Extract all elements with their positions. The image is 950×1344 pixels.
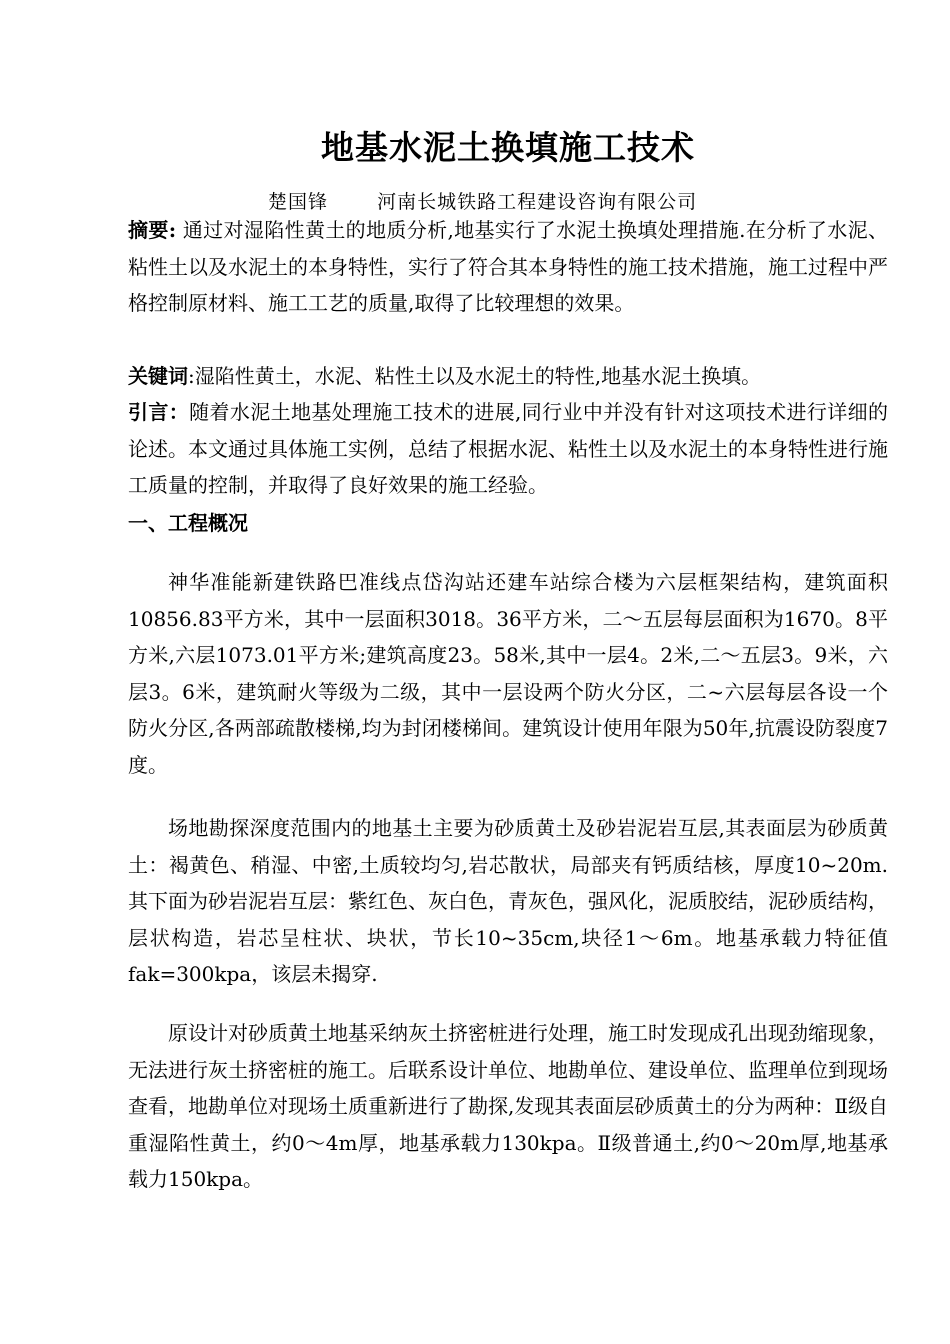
section-heading: 一、工程概况 <box>128 511 248 535</box>
author-name: 楚国锋 <box>268 191 329 213</box>
body-paragraph: 原设计对砂质黄土地基采纳灰土挤密桩进行处理，施工时发现成孔出现劲缩现象，无法进行灰土挤密桩的施工。后联系设计单位、地勘单位、建设单位、监理单位到现场查看，地勘单位对现场土质重新进行了勘探,发现其表面层砂质黄土的分为两种：Ⅱ级自重湿陷性黄土，约0～4m厚，地基承载力130kpa。Ⅱ级普通土,约0～20m厚,地基承载力150kpa。 <box>128 1021 888 1191</box>
author-affiliation: 河南长城铁路工程建设咨询有限公司 <box>377 191 698 213</box>
keywords-paragraph <box>128 358 888 395</box>
intro-paragraph <box>128 394 888 504</box>
body-paragraph: 场地勘探深度范围内的地基土主要为砂质黄土及砂岩泥岩互层,其表面层为砂质黄土：褐黄色、稍湿、中密,土质较均匀,岩芯散状，局部夹有钙质结核，厚度10~20m.其下面为砂岩泥岩互层：紫红色、灰白色，青灰色，强风化，泥质胶结，泥砂质结构，层状构造，岩芯呈柱状、块状，节长10~35cm,块径1～6m。地基承载力特征值fak=300kpa，该层未揭穿. <box>128 816 888 986</box>
body-paragraph: 神华准能新建铁路巴准线点岱沟站还建车站综合楼为六层框架结构，建筑面积10856.83平方米，其中一层面积3018。36平方米，二～五层每层面积为1670。8平方米,六层1073.01平方米;建筑高度23。58米,其中一层4。2米,二～五层3。9米，六层3。6米，建筑耐火等级为二级，其中一层设两个防火分区，二~六层每层各设一个防火分区,各两部疏散楼梯,均为封闭楼梯间。建筑设计使用年限为50年,抗震设防裂度7度。 <box>128 570 888 777</box>
abstract-text: 通过对湿陷性黄土的地质分析,地基实行了水泥土换填处理措施.在分析了水泥、粘性土以及水泥土的本身特性，实行了符合其本身特性的施工技术措施，施工过程中严格控制原材料、施工工艺的质量,取得了比较理想的效果。 <box>128 218 889 315</box>
abstract-paragraph <box>128 212 888 322</box>
intro-label: 引言： <box>128 400 190 424</box>
keywords-label: 关键词 <box>128 364 188 388</box>
document-title: 地基水泥土换填施工技术 <box>321 128 695 167</box>
abstract-label: 摘要: <box>128 218 177 242</box>
keywords-text: :湿陷性黄土，水泥、粘性土以及水泥土的特性,地基水泥土换填。 <box>188 364 762 388</box>
intro-text: 随着水泥土地基处理施工技术的进展,同行业中并没有针对这项技术进行详细的论述。本文通过具体施工实例，总结了根据水泥、粘性土以及水泥土的本身特性进行施工质量的控制，并取得了良好效果的施工经验。 <box>128 400 889 497</box>
